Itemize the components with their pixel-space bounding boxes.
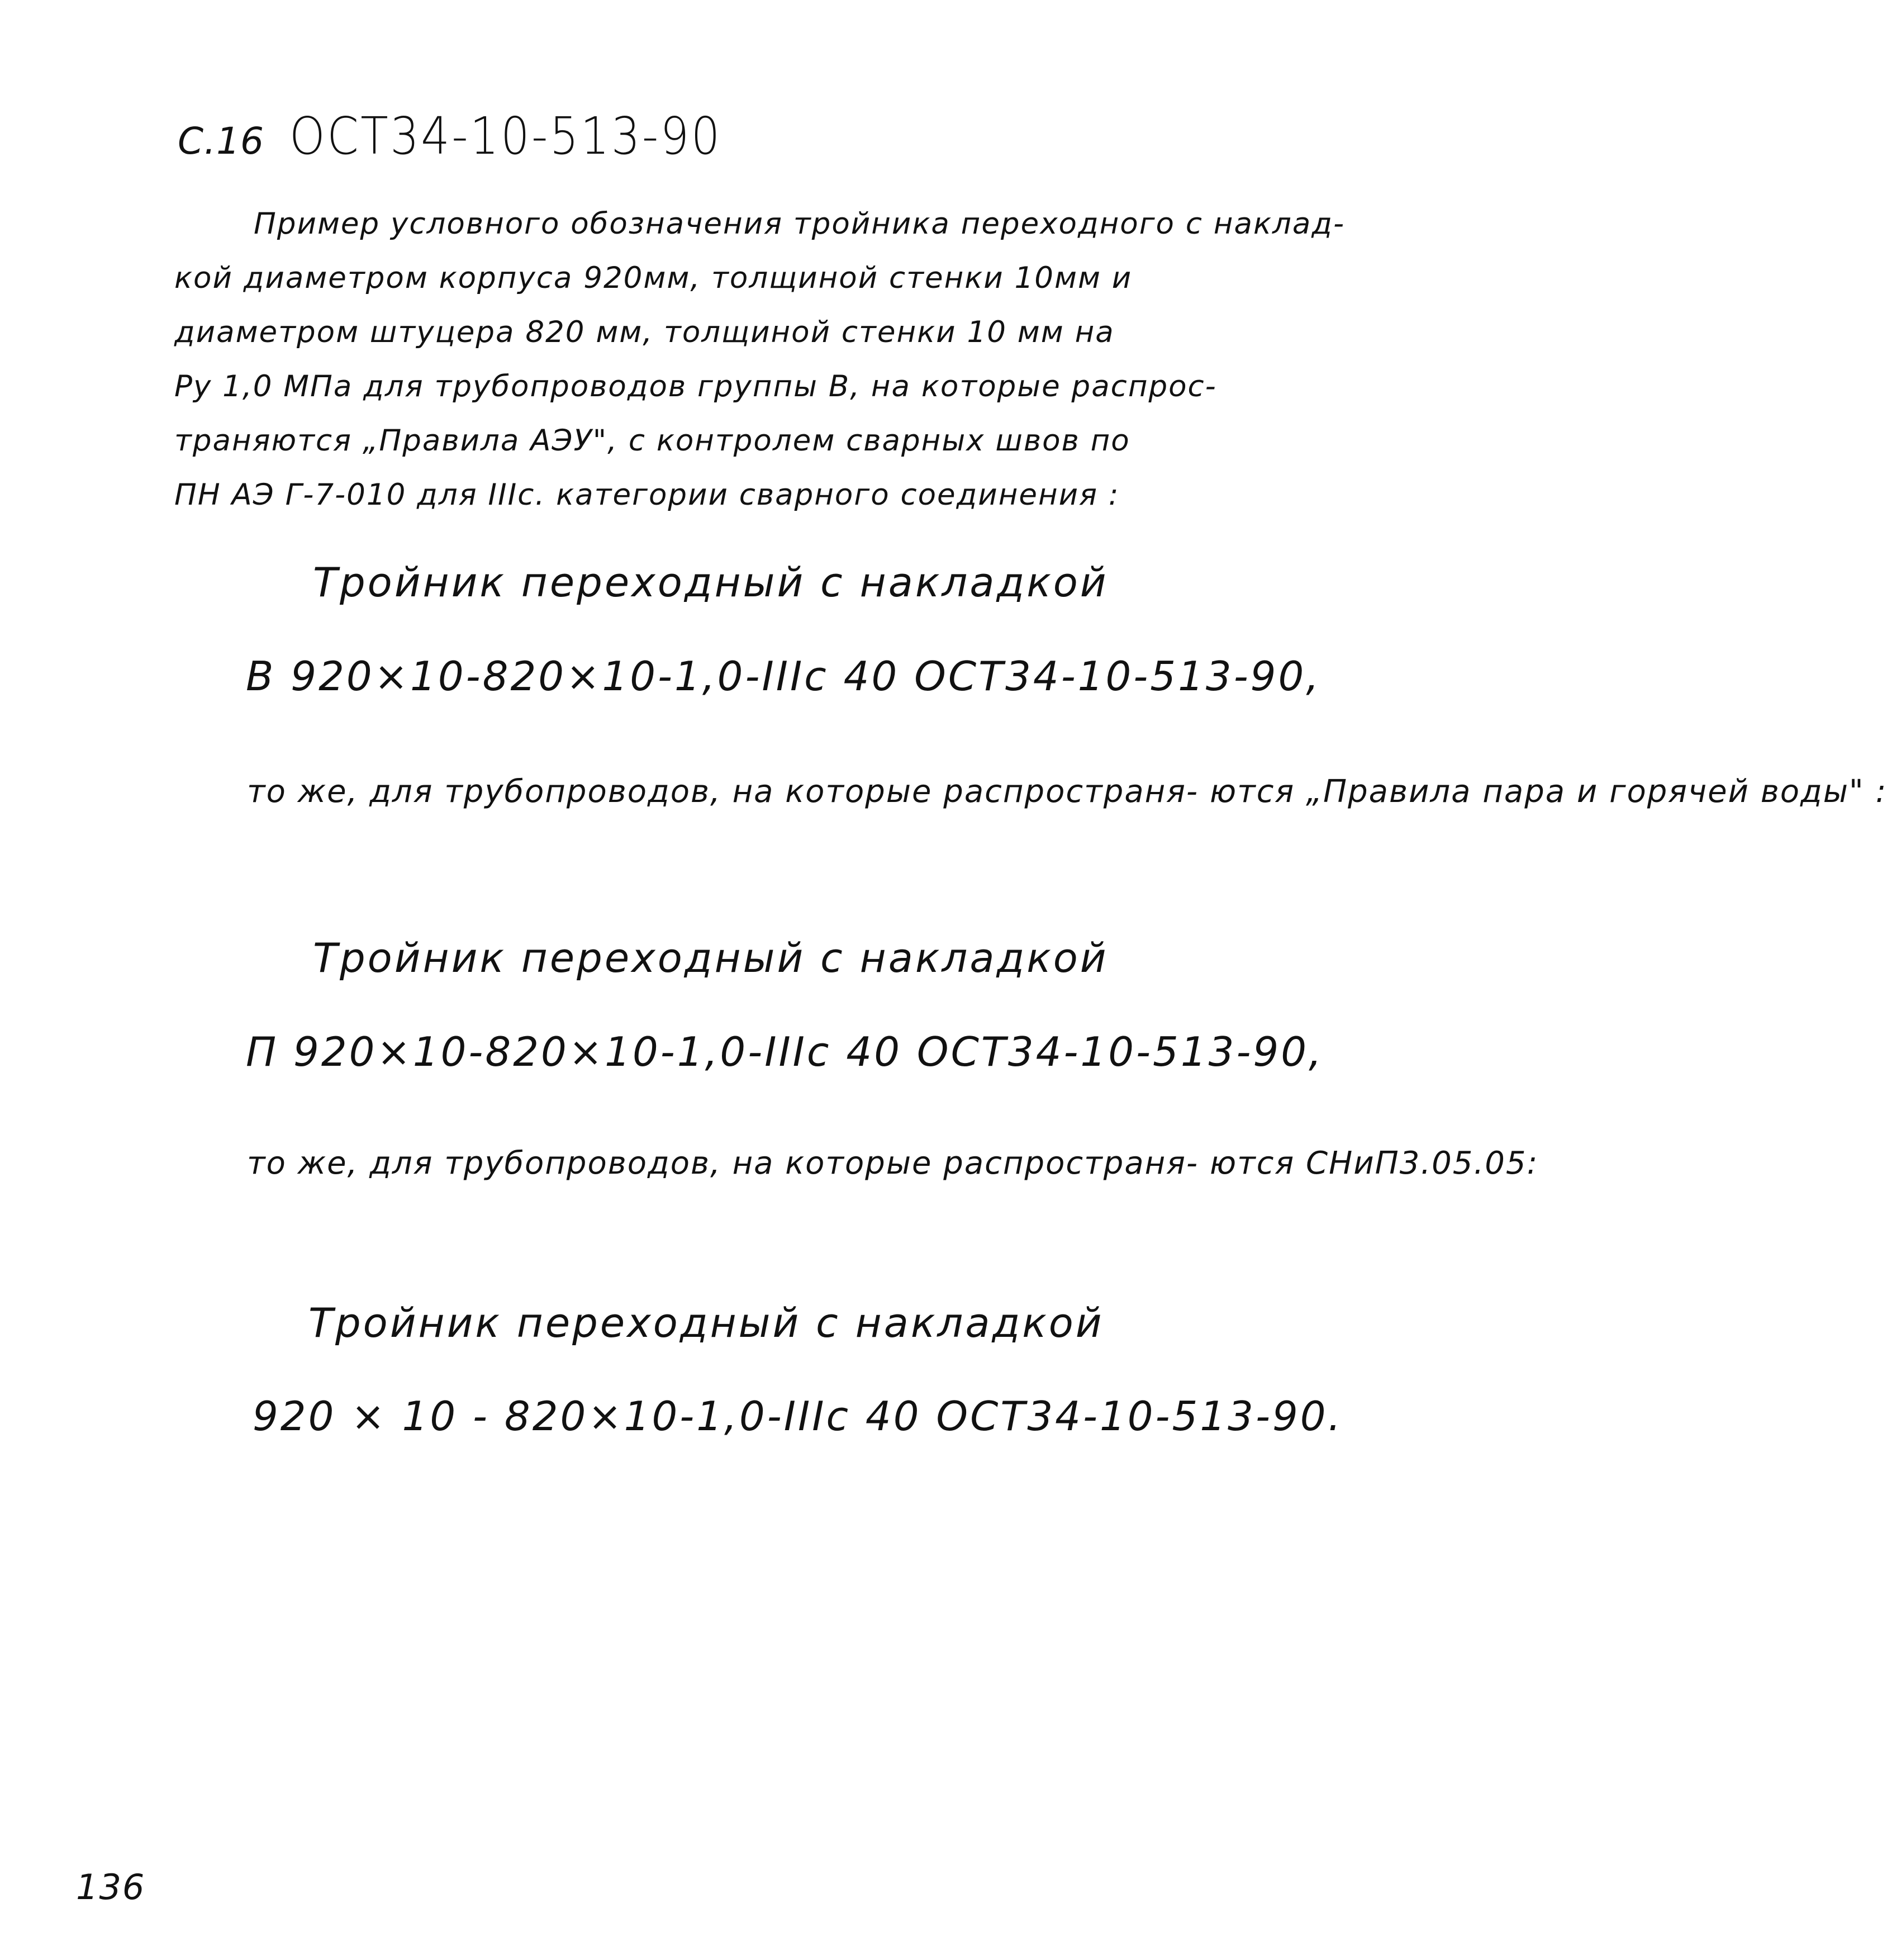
example1-code: В 920×10-820×10-1,0-IIIс 40 ОСТ34-10-513-90, xyxy=(246,653,1322,700)
intro-line: кой диаметром корпуса 920мм, толщиной стенки 10мм и xyxy=(174,261,1133,295)
example3-code: 920 × 10 - 820×10-1,0-IIIс 40 ОСТ34-10-513-90. xyxy=(253,1393,1343,1440)
intro-line: диаметром штуцера 820 мм, толщиной стенки 10 мм на xyxy=(174,315,1115,349)
intro-paragraph xyxy=(174,197,1345,522)
note2-line: ются „Правила пара и горячей воды" : xyxy=(1209,773,1887,810)
intro-line: Ру 1,0 МПа для трубопроводов группы В, на которые распрос- xyxy=(174,369,1217,404)
intro-line: ПН АЭ Г-7-010 для IIIс. категории сварного соединения : xyxy=(174,478,1120,512)
example2-name: Тройник переходный с накладкой xyxy=(313,934,1109,981)
example2-code: П 920×10-820×10-1,0-IIIс 40 ОСТ34-10-513-90, xyxy=(246,1028,1324,1075)
note2-line: то же, для трубопроводов, на которые распространя- xyxy=(247,773,1199,810)
note2-paragraph xyxy=(174,763,1887,821)
example3-name: Тройник переходный с накладкой xyxy=(308,1299,1104,1346)
intro-line: Пример условного обозначения тройника переходного с наклад- xyxy=(254,207,1346,241)
page-number-header: С.16 xyxy=(178,120,265,163)
note3-line: ются СНиП3.05.05: xyxy=(1209,1145,1539,1181)
example1-name: Тройник переходный с накладкой xyxy=(313,559,1109,606)
note3-paragraph xyxy=(174,1135,1538,1193)
intro-line: траняются „Правила АЭУ", с контролем сварных швов по xyxy=(174,424,1130,458)
page-header xyxy=(178,106,781,166)
page-number-footer: 136 xyxy=(76,1867,146,1907)
note3-line: то же, для трубопроводов, на которые распространя- xyxy=(247,1145,1199,1181)
standard-code: ОСТ34-10-513-90 xyxy=(289,106,722,166)
